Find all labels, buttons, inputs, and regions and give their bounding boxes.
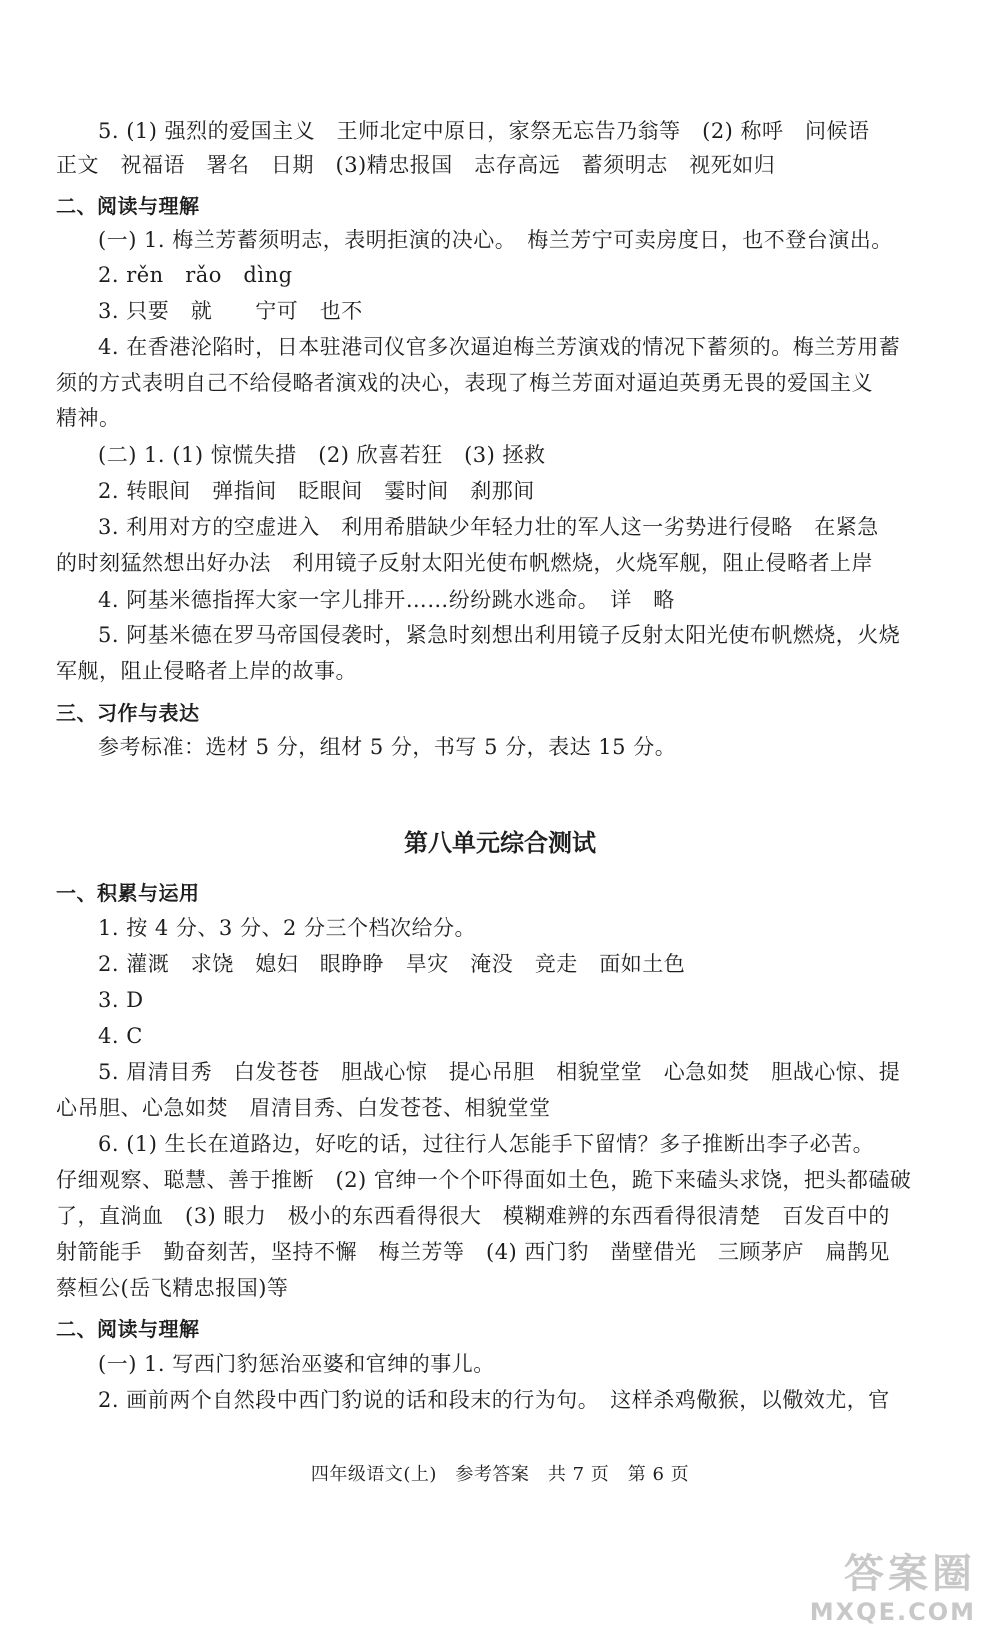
section-heading: 二、阅读与理解: [56, 1317, 200, 1341]
text-line: 3. 只要 就 宁可 也不: [98, 299, 363, 323]
text-line: (一) 1. 梅兰芳蓄须明志，表明拒演的决心。 梅兰芳宁可卖房度日，也不登台演出。: [98, 228, 893, 252]
text-line: 正文 祝福语 署名 日期 (3)精忠报国 志存高远 蓄须明志 视死如归: [56, 153, 776, 177]
text-line: 5. 眉清目秀 白发苍苍 胆战心惊 提心吊胆 相貌堂堂 心急如焚 胆战心惊、提: [98, 1060, 901, 1084]
page-footer: 四年级语文(上) 参考答案 共 7 页 第 6 页: [310, 1464, 690, 1485]
text-line: (二) 1. (1) 惊慌失措 (2) 欣喜若狂 (3) 拯救: [98, 443, 546, 467]
text-line: 蔡桓公(岳飞精忠报国)等: [56, 1276, 289, 1300]
watermark-logo: [782, 1552, 982, 1632]
text-line: 1. 按 4 分、3 分、2 分三个档次给分。: [98, 916, 476, 940]
watermark-url: MXQE.COM: [809, 1598, 976, 1626]
text-line: 了，直淌血 (3) 眼力 极小的东西看得很大 模糊难辨的东西看得很清楚 百发百中的: [56, 1204, 890, 1228]
text-line: 军舰，阻止侵略者上岸的故事。: [56, 659, 357, 683]
text-line: 参考标准：选材 5 分，组材 5 分，书写 5 分，表达 15 分。: [98, 735, 677, 759]
text-line: 须的方式表明自己不给侵略者演戏的决心，表现了梅兰芳面对逼迫英勇无畏的爱国主义: [56, 371, 873, 395]
text-line: 5. 阿基米德在罗马帝国侵袭时，紧急时刻想出利用镜子反射太阳光使布帆燃烧，火烧: [98, 623, 901, 647]
text-line: 3. D: [98, 988, 144, 1012]
watermark-text: 答案圈: [844, 1551, 976, 1597]
text-line: 2. 转眼间 弹指间 眨眼间 霎时间 刹那间: [98, 479, 535, 503]
section-heading: 一、积累与运用: [56, 881, 200, 905]
text-line: 2. rěn rǎo dìng: [98, 263, 293, 287]
text-line: 4. 阿基米德指挥大家一字儿排开……纷纷跳水逃命。 详 略: [98, 588, 675, 612]
text-line: 4. C: [98, 1024, 143, 1048]
text-line: 仔细观察、聪慧、善于推断 (2) 官绅一个个吓得面如土色，跪下来磕头求饶，把头都磕破: [56, 1168, 912, 1192]
text-line: 心吊胆、心急如焚 眉清目秀、白发苍苍、相貌堂堂: [56, 1096, 551, 1120]
unit-title: 第八单元综合测试: [404, 829, 596, 857]
text-line: 2. 灌溉 求饶 媳妇 眼睁睁 旱灾 淹没 竞走 面如土色: [98, 952, 686, 976]
text-line: 6. (1) 生长在道路边，好吃的话，过往行人怎能手下留情？多子推断出李子必苦。: [98, 1132, 875, 1156]
section-heading: 三、习作与表达: [56, 701, 200, 725]
text-line: 4. 在香港沦陷时，日本驻港司仪官多次逼迫梅兰芳演戏的情况下蓄须的。梅兰芳用蓄: [98, 335, 901, 359]
text-line: 精神。: [56, 406, 121, 430]
text-line: 3. 利用对方的空虚进入 利用希腊缺少年轻力壮的军人这一劣势进行侵略 在紧急: [98, 515, 879, 539]
text-line: 2. 画前两个自然段中西门豹说的话和段末的行为句。 这样杀鸡儆猴，以儆效尤，官: [98, 1388, 890, 1412]
section-heading: 二、阅读与理解: [56, 194, 200, 218]
text-line: 5. (1) 强烈的爱国主义 王师北定中原日，家祭无忘告乃翁等 (2) 称呼 问候语: [98, 119, 870, 143]
text-line: 的时刻猛然想出好办法 利用镜子反射太阳光使布帆燃烧，火烧军舰，阻止侵略者上岸: [56, 551, 873, 575]
text-line: 射箭能手 勤奋刻苦，坚持不懈 梅兰芳等 (4) 西门豹 凿壁借光 三顾茅庐 扁鹊见: [56, 1240, 890, 1264]
text-line: (一) 1. 写西门豹惩治巫婆和官绅的事儿。: [98, 1352, 495, 1376]
